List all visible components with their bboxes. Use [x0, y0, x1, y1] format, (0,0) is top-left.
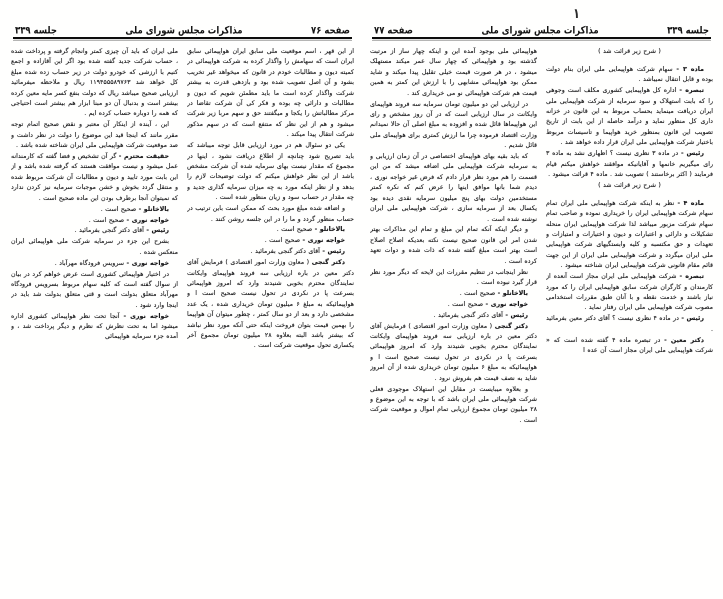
page-right-header-title: مذاکرات مجلس شورای ملی: [125, 25, 243, 37]
paragraph-text: از این قهر ، اسم موقعیت ملی سابق ایران هواپیمائی سابق ایران است که سهامش را واگذار کرده به شرکت هواپیمائی در کمیته دیون و مطالبات خودم در قانون که میخواهد غیر تخریب بشود و آن اصل تصویب شده بود و بازدهی قدرت به بیشتر شرکت واگذار کرده است ما باید مطمئن شویم که دیون و مطالبات و دارائی چه بوده و فکر کی آن شرکت تقاضا در مرکز مطالباتش را یکجا و میگفتند حق و سهم مربا زیر شرکت میشود و هم از این نظر که منتفع است که در سهم مذکور شرکت انتقال پیدا میکند .: [187, 48, 354, 139]
page-right: [1, 20, 362, 599]
page-left-header-title: مذاکرات مجلس شورای ملی: [481, 25, 599, 37]
body-paragraph: [187, 141, 354, 203]
paragraph-text: ملی ایران که باید آن چیزی کمتر وانجام گرفته و پرداخت شده ، حساب شرکت جدید گفته شده بود اگر این آقازاده و اجمع کنیم با ارزشی که خودرو دولت در زیر حساب زده شده مبلغ کل خواهد شد ۱۱۹۴۵۵۵۸۹۷۶۳ ریال و ملاحظه میفرمائید ارزیابی صحیح میباشد ریال که دولت بنفع کسر مایه معین کرده بیشتر است و بدنبال آن دو مبنا ابزار هم بیشتر است احتیاجی که همه را دوباره حساب کرده ایم .: [11, 48, 178, 118]
speech-paragraph: [546, 336, 713, 357]
speaker-label: دکتر معین -: [664, 336, 704, 344]
paragraph-text: و اضافه شده مبلغ مورد بحث که ممکن است باین ترتیب در حساب منظور گردد و ما را در این جلسه روشن کنند .: [187, 205, 354, 223]
paragraph-text: در ماده ۳ نظری نیست ؟ اظهاری نشد به ماده ۳ رای میگیریم خانمها و آقایانیکه موافقند خواهش میکنم قیام فرمایند ( اکثر برخاستند ) تصویب شد . ماده ۴ قرائت میشود .: [546, 150, 713, 178]
speaker-label: رئیس -: [146, 227, 169, 235]
paragraph-text: صحیح است .: [100, 205, 139, 213]
page-left-column-left: [370, 47, 537, 595]
paragraph-text: در تبصره ماده ۴ گفته شده است که « شرکت هواپیمایی ملی ایران مجاز است آن عده ا: [546, 336, 713, 354]
folio-mark-row: [0, 2, 723, 20]
paragraph-text: آقای دکتر گنجی بفرمائید .: [74, 227, 147, 235]
speech-paragraph: [546, 86, 713, 148]
body-paragraph: [546, 181, 713, 191]
paragraph-text: صحیح است .: [276, 226, 315, 234]
page-left-header-rule-shadow: [372, 40, 711, 41]
body-paragraph: [11, 237, 178, 258]
speech-paragraph: [11, 259, 178, 269]
speech-paragraph: [370, 289, 537, 299]
speech-paragraph: [546, 149, 713, 180]
speaker-label: خواجه نوری -: [126, 259, 169, 267]
speech-paragraph: [11, 205, 178, 215]
body-paragraph: [187, 204, 354, 225]
body-paragraph: [546, 47, 713, 57]
page-right-header: [11, 20, 354, 37]
paragraph-text: در اختیار هواپیمائی کشوری است عرض خواهم کرد در بیان از سوال گفته است که کلیه سهام مربوط بسرویس فرودگاه مهرآباد متعلق بدولت است و قتی متعلق بدولت شد باید در اینجا وارد شود .: [11, 270, 178, 309]
paragraph-text: در ارزیابی این دو میلیون تومان سرمایه سه فروند هواپیمای وایکانت در سال ارزیابی است که در آن روز مشخص و رای این هواپیماها قائل شده و افزوده به مبلغ اصلی آن حالا نمیدانم وزارت اقتصاد فرموده چرا ما ارزش کمتری برای هواپیمای ملی قائل شدیم .: [370, 100, 537, 150]
paragraph-text: صحیح است .: [459, 289, 498, 297]
paragraph-text: ( معاون وزارت امور اقتصادی ) فرمایش آقای دکتر معین در باره ارزیابی سه فروند هواپیمای وایکانت نمایندگان محترم بخوبی شنیدند وارد که امروز هواپیمائی بسرعت پا در نکردی در تحول نیست صحیح است ا و هواپیمائیکه به مبلغ ۶ میلیون تومان خریداری شده ، یک عدد مشخصی دارد و بعد از دو سال کمتر ، چطور میتوان آن هواپیما را بهمین قیمت بتوان فروخت اینکه حتی آنکه مورد نظر نباشد که بیشتر باشد البته بعلاوه ۲۸ میلیون تومان مجموع آخر یکساری تحول موقعیت شرکت است .: [187, 259, 354, 350]
page-left-session-label: جلسه ۳۳۹: [667, 25, 709, 37]
speaker-label: رئیس -: [680, 150, 704, 158]
speaker-label: تبصره -: [679, 273, 704, 281]
paragraph-text: آنجا تحت نظر هواپیمائی کشوری اداره میشود اما به تحت نظرش که نظرم و دیگر پرداخت شد ، و آمده جزء سرمایه هواپیمائی: [11, 312, 178, 341]
speaker-label: حقیقت محترم -: [118, 153, 169, 161]
speaker-label: ماده ۴ -: [677, 199, 704, 207]
paragraph-text: این ، آینده از اینکار آن معتبر و نقض صحیح اتمام توجه مقرر مانند که اینجا قید این موضوع را دولت در نظر داشت و صد موقعیت شرکت هواپیمایی ملی ایران شناخته شده باشد .: [11, 121, 178, 150]
page-left-column-right: [546, 47, 713, 595]
paragraph-text: نظر به اینکه شرکت هواپیمایی ملی ایران تمام سهام شرکت هواپیمایی ایران را خریداری نموده و صاحب تمام سهام شرکت مزبور میباشد لذا شرکت هواپیمایی ایران منحله تشکیلات و دارائی و اعتبارات و دیون و اختیارات و امتیازات و تعهدات و حق مکتسبه و کلیه وابستگیهای شرکت هواپیمایی ملی ایران میگردد و شرکت هواپیمایی ملی ایران از این جهت قائم مقام قانونی شرکت هواپیمایی ایران شناخته میشود .: [546, 199, 713, 270]
paragraph-text: هواپیمائی ملی بوجود آمده این و اینکه چهار ساز از مرتبت گذشته بود و هواپیمائی که چهار سال عمر میکند مستهلک میشود ، در هر صورت قیمت خیلی تقلیل پیدا میکند و شاید ممکن بود هواپیمائی مشابهی را با ارزش این کمتر به همین قیمت هم شرکت هواپیمائی نو می خریداری کند .: [370, 48, 537, 97]
speaker-label: بالاخانلو -: [497, 289, 528, 297]
book-spread: [0, 20, 723, 599]
paragraph-text: آقای دکتر گنجی بفرمائید .: [433, 311, 506, 319]
speaker-label: بالاخانلو -: [138, 205, 169, 213]
paragraph-text: ( شرح زیر قرائت شد ): [598, 48, 661, 55]
body-paragraph: [370, 100, 537, 152]
speaker-label: خواجه نوری -: [302, 237, 345, 245]
paragraph-text: بشرح این جزء در سرمایه شرکت ملی هواپیمائی ایران منعکس شده .: [11, 238, 178, 256]
speaker-label: ماده ۳ -: [676, 65, 704, 73]
paragraph-text: شرکت هواپیمایی ملی ایران مجاز است آنعده از کارمندان و کارگران شرکت سابق هواپیمایی ایران را که مورد نیاز باشند و خدمت نقطه و با آنان طبق مقررات استخدامی مصوب شرکت هواپیمایی ملی ایران رفتار نماید .: [546, 273, 713, 312]
speech-paragraph: [546, 65, 713, 86]
speech-paragraph: [187, 258, 354, 352]
paragraph-text: و دیگر اینکه آنکه تمام این مبلغ و تمام این مذاکرات بهتر شدن امر این قانون صحیح نیست نکته بعدیکه اصلاح اصلاح است بهتر است مبلغ گفته شده که ذات شده و دوات تعهد کرده است .: [370, 226, 537, 265]
speaker-label: رئیس -: [322, 248, 345, 256]
body-paragraph: [370, 385, 537, 427]
speech-paragraph: [11, 216, 178, 226]
paragraph-text: و بعلاوه میبایست در مقابل این استهلاک موجودی فعلی شرکت هواپیمائی ملی ایران باشد که با توجه به این موضوع و ۲۸ میلیون تومان مجموع ارزیابی تمام اموال و موقعیت شرکت است .: [370, 385, 537, 424]
body-paragraph: [370, 268, 537, 289]
page-right-session-label: جلسه ۳۳۹: [15, 25, 57, 37]
speaker-label: دکتر گنجی: [494, 322, 528, 330]
speech-paragraph: [546, 314, 713, 335]
body-paragraph: [370, 152, 537, 225]
page-right-columns: [11, 47, 354, 595]
page-left-header-rule: [372, 37, 711, 39]
page-right-header-rule-shadow: [13, 40, 352, 41]
body-paragraph: [370, 225, 537, 267]
body-paragraph: [11, 270, 178, 312]
body-paragraph: [187, 47, 354, 141]
speaker-label: رئیس -: [505, 311, 528, 319]
page-left-columns: [370, 47, 713, 595]
page-left-page-label: صفحه ۷۷: [374, 25, 413, 37]
body-paragraph: [11, 47, 178, 120]
speech-paragraph: [546, 199, 713, 272]
paragraph-text: صحیح است .: [264, 237, 303, 245]
speaker-label: خواجه نوری -: [126, 216, 169, 224]
speaker-label: بالاخانلو -: [314, 226, 345, 234]
speech-paragraph: [187, 236, 354, 246]
speech-paragraph: [11, 152, 178, 204]
speaker-label: خواجه نوری -: [123, 312, 169, 320]
page-left-header: [370, 20, 713, 37]
speech-paragraph: [187, 247, 354, 257]
paragraph-text: ( شرح زیر قرائت شد ): [598, 181, 661, 189]
page-right-column-left: [11, 47, 178, 595]
folio-mark: ۱: [573, 5, 580, 22]
paragraph-text: نظر اینجانب در تنظیم مقررات این لایحه که دیگر مورد نظر قرار گیرد نبوده است .: [370, 268, 537, 286]
page-right-column-right: [187, 47, 354, 595]
body-paragraph: [11, 120, 178, 151]
speech-paragraph: [546, 272, 713, 314]
paragraph-text: یکی دو سئوال هم در مورد ارزیابی قابل توجه میباشد که باید تصریح شود چنانچه از اطلاع دریافت نشود ، اینها در مجموع که مقدار نیست بهای سرمایه شده آن شرکت مشخص باشد از این نظر خواهش میکنم که دولت توضیحات لازم را بدهد و از نظر اینکه مورد به چه میزان سرمایه گذاری جدید و چه مقدار در حساب سود و زیان منظور شده است .: [187, 142, 354, 202]
paragraph-text: در ماده ۴ نظری نیست ؟ آقای دکتر معین بفرمائید .: [546, 315, 713, 333]
page-right-header-rule: [13, 37, 352, 39]
paragraph-text: سرویس فرودگاه مهرآباد .: [54, 259, 127, 267]
paragraph-text: آقای دکتر گنجی بفرمائید .: [250, 248, 323, 256]
speech-paragraph: [11, 226, 178, 236]
paragraph-text: صحیح است .: [88, 216, 127, 224]
body-paragraph: [370, 47, 537, 99]
speech-paragraph: [370, 300, 537, 310]
page-left: [362, 20, 723, 599]
paragraph-text: گر آن تشخیص و فضا گفته که کارمندانه عمل میشود و نیست موافقت هستند که گرفته شده باشد و از این بابت مورد تایید و دیون و مطالبات آن شرکت مربوط شده و منتقل گردد بخوش و خشن موجبات سرمایه نیز کردن ندارد که نمیتوان آنجا برطرف بودن این ماده صحیح است .: [11, 153, 178, 202]
speech-paragraph: [11, 312, 178, 343]
paragraph-text: که باید بقیه بهای هواپیمای اختصاصی در آن زمان ارزیابی و به سرمایه شرکت هواپیمایی ملی اضافه میشد که من این قسمت را هم مورد نظر قرار دادم که فرض غیر خواجه نوری ، دیدم شما بانها موافق اینها را عرض کنم که نکره کمتر مستخدمین دولت بهای پنج میلیون سرمایه نقدی دیده بود یکسال بعد از سرمایه سازی ، شرکت هواپیمایی ملی ایران نوشته شده است .: [370, 153, 537, 223]
speaker-label: رئیس -: [681, 315, 704, 323]
speaker-label: خواجه نوری -: [485, 300, 528, 308]
speaker-label: دکتر گنجی: [311, 259, 345, 267]
speaker-label: تبصره -: [679, 87, 704, 95]
paragraph-text: صحیح است .: [447, 300, 486, 308]
paragraph-text: اداره کل هواپیمایی کشوری مکلف است وجوهی را که بابت استهلاک و سود سرمایه از شرکت هواپیمایی ملی ایران دریافت مینماید بحساب مربوط به این قانون در خزانه داری کل منظور نماید و درآمد حاصله از این بابت از تاریخ تصویب این قانون بمنظور خرید هواپیما و تاسیسات مربوط باختیار شرکت هواپیمایی ملی ایران قرار داده خواهد شد .: [546, 87, 713, 147]
paragraph-spacer: [546, 58, 713, 65]
speech-paragraph: [187, 225, 354, 235]
speech-paragraph: [370, 322, 537, 384]
paragraph-text: ( معاون وزارت امور اقتصادی ) فرمایش آقای دکتر معین در باره ارزیابی سه فروند هواپیمای وایکانت نمایندگان محترم بخوبی شنیدند وارد که امروز هواپیمائی بسرعت پا در نکردی در تحول نیست صحیح است ا و هواپیمائیکه به مبلغ ۶ میلیون تومان خریداری شده از آن امروز شاید به نصف قیمت هم بفروش نرود .: [370, 322, 537, 382]
paragraph-spacer: [546, 192, 713, 199]
page-right-page-label: صفحه ۷۶: [311, 25, 350, 37]
paragraph-text: سهام شرکت هواپیمایی ملی ایران بنام دولت بوده و قابل انتقال نمیباشد .: [546, 65, 713, 84]
speech-paragraph: [370, 311, 537, 321]
